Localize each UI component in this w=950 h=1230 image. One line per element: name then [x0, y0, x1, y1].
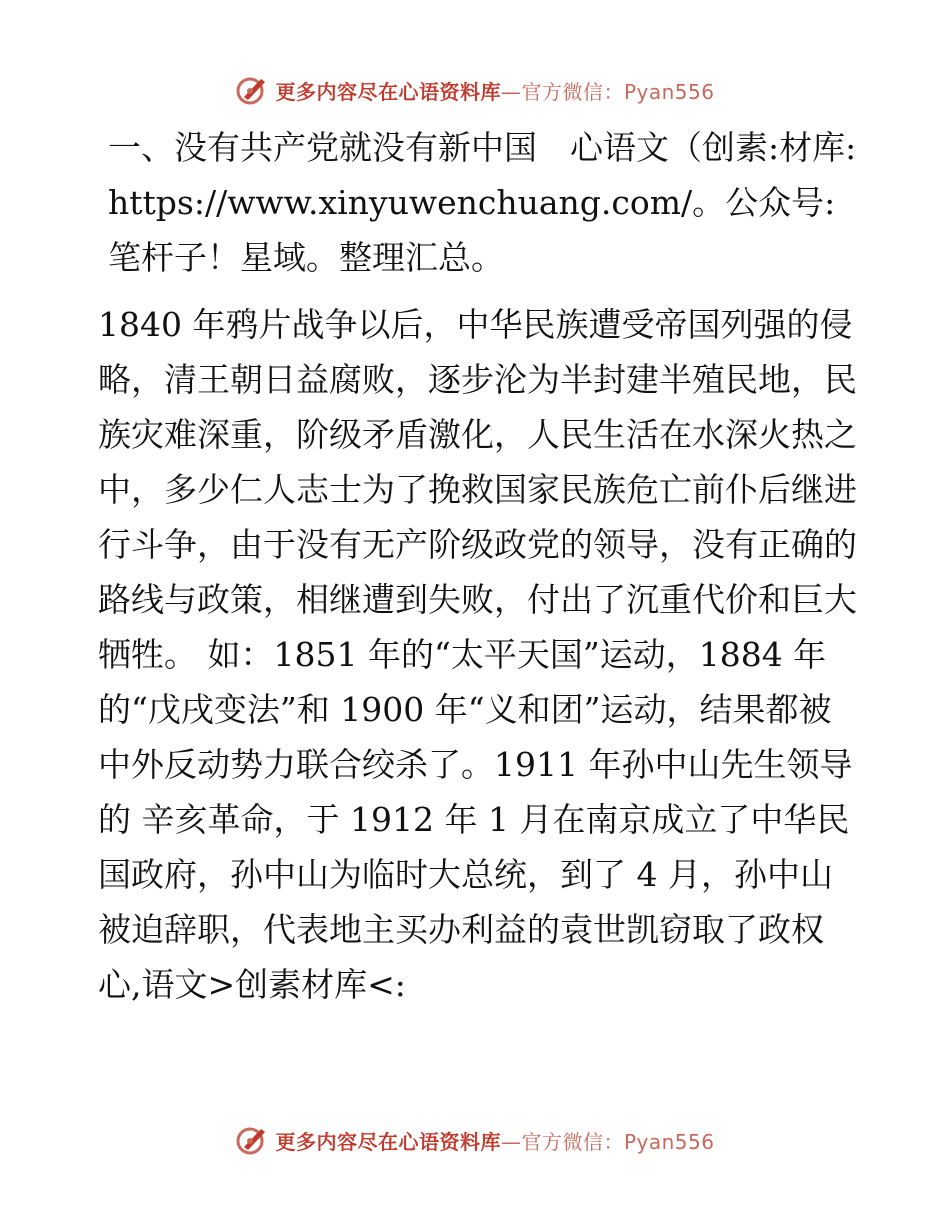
watermark-separator: —	[500, 79, 522, 104]
watermark-text	[275, 76, 714, 105]
pen-logo-icon	[235, 1123, 269, 1157]
watermark-suffix: 官方微信：Pyan556	[521, 1129, 715, 1154]
watermark-text	[275, 1126, 714, 1155]
watermark-brand: 更多内容尽在心语资料库	[275, 1129, 501, 1154]
header-watermark	[0, 70, 950, 110]
footer-watermark	[0, 1120, 950, 1160]
body-paragraph: 1840 年鸦片战争以后，中华民族遭受帝国列强的侵略，清王朝日益腐败，逐步沦为半封建半殖民地，民族灾难深重，阶级矛盾激化，人民生活在水深火热之 中，多少仁人志士为了挽救国家民族危亡前仆后继进行斗争，由于没有无产阶级政党的领导，没有正确的路线与政策，相继遭到失败，付出了沉重代价和巨大牺牲。 如：1851 年的“太平天国”运动，1884 年的“戊戌变法”和 1900 年“义和团”运动，结果都被中外反动势力联合绞杀了。1911 年孙中山先生领导的 辛亥革命，于 1912 年 1 月在南京成立了中华民国政府，孙中山为临时大总统，到了 4 月，孙中山被迫辞职，代表地主买办利益的袁世凯窃取了政权心,语文>创素材库<:	[98, 305, 857, 1004]
watermark-brand: 更多内容尽在心语资料库	[275, 79, 501, 104]
watermark-suffix: 官方微信：Pyan556	[521, 79, 715, 104]
pen-logo-icon	[235, 73, 269, 107]
document-body	[98, 120, 858, 1012]
heading-paragraph: 一、没有共产党就没有新中国 心语文（创素:材库: https://www.xinyuwenchuang.com/。公众号: 笔杆子！星域。整理汇总。	[108, 128, 857, 277]
watermark-separator: —	[500, 1129, 522, 1154]
